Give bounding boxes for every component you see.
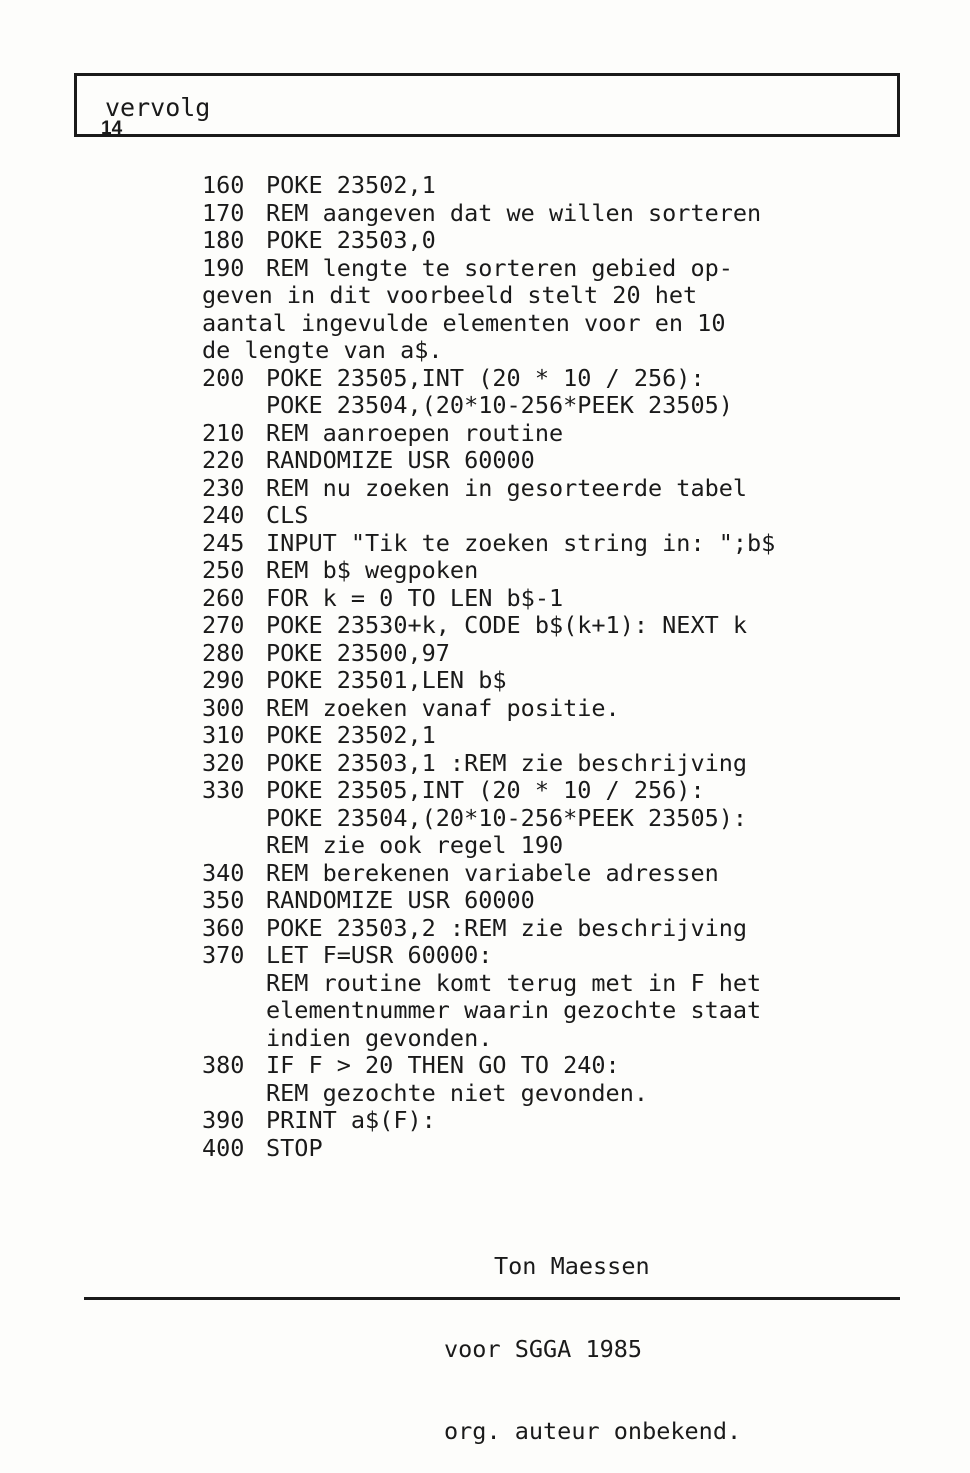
listing-line bbox=[202, 475, 892, 503]
listing-text: POKE 23500,97 bbox=[266, 638, 450, 667]
listing-line bbox=[202, 832, 892, 860]
listing-text: POKE 23505,INT (20 * 10 / 256): bbox=[266, 363, 705, 392]
listing-line bbox=[202, 282, 892, 310]
listing-line bbox=[202, 667, 892, 695]
listing-text: POKE 23503,2 :REM zie beschrijving bbox=[266, 913, 748, 942]
listing-text: LET F=USR 60000: bbox=[266, 941, 493, 969]
listing-line bbox=[202, 337, 892, 365]
listing-text: REM b$ wegpoken bbox=[266, 556, 479, 584]
line-number: 170 bbox=[202, 198, 245, 227]
line-number: 310 bbox=[202, 721, 245, 749]
line-number: 330 bbox=[202, 776, 245, 804]
listing-line bbox=[202, 805, 892, 833]
listing-text: POKE 23505,INT (20 * 10 / 256): bbox=[266, 776, 705, 804]
listing-text: REM berekenen variabele adressen bbox=[266, 858, 719, 887]
listing-line bbox=[202, 585, 892, 613]
listing-text: POKE 23502,1 bbox=[266, 171, 436, 199]
original-author-note: org. auteur onbekend. bbox=[444, 1417, 742, 1445]
listing-line bbox=[202, 695, 892, 723]
listing-text: POKE 23503,1 :REM zie beschrijving bbox=[266, 748, 748, 777]
listing-line bbox=[202, 310, 892, 338]
page-number: 14 bbox=[101, 118, 123, 139]
line-number: 400 bbox=[202, 1133, 245, 1162]
listing-text: REM zoeken vanaf positie. bbox=[266, 693, 620, 722]
listing-line bbox=[202, 942, 892, 970]
listing-line bbox=[202, 420, 892, 448]
listing-line bbox=[202, 997, 892, 1025]
listing-text: aantal ingevulde elementen voor en 10 bbox=[202, 308, 726, 337]
listing-text: REM aangeven dat we willen sorteren bbox=[266, 198, 762, 227]
line-number: 220 bbox=[202, 446, 245, 474]
listing-line bbox=[202, 1052, 892, 1080]
listing-line bbox=[202, 530, 892, 558]
line-number: 160 bbox=[202, 171, 245, 199]
listing-line bbox=[202, 447, 892, 475]
listing-text: CLS bbox=[266, 501, 309, 529]
author-affiliation: voor SGGA 1985 bbox=[444, 1334, 643, 1363]
listing-text: REM routine komt terug met in F het bbox=[266, 968, 762, 997]
listing-line bbox=[202, 640, 892, 668]
listing-text: POKE 23502,1 bbox=[266, 721, 436, 749]
line-number: 290 bbox=[202, 666, 245, 694]
listing-text: de lengte van a$. bbox=[202, 336, 443, 364]
listing-line bbox=[202, 557, 892, 585]
listing-line bbox=[202, 1025, 892, 1053]
listing-line bbox=[202, 777, 892, 805]
line-number: 200 bbox=[202, 363, 245, 392]
listing-line bbox=[202, 1135, 892, 1163]
header-box bbox=[74, 73, 900, 137]
listing-text: POKE 23504,(20*10-256*PEEK 23505): bbox=[266, 803, 748, 832]
line-number: 180 bbox=[202, 226, 245, 254]
signature bbox=[430, 1198, 800, 1473]
line-number: 245 bbox=[202, 528, 245, 557]
listing-text: POKE 23530+k, CODE b$(k+1): NEXT k bbox=[266, 611, 748, 639]
line-number: 260 bbox=[202, 583, 245, 612]
listing-text: RANDOMIZE USR 60000 bbox=[266, 446, 535, 474]
line-number: 370 bbox=[202, 941, 245, 969]
line-number: 320 bbox=[202, 748, 245, 777]
listing-text: FOR k = 0 TO LEN b$-1 bbox=[266, 583, 564, 612]
line-number: 380 bbox=[202, 1051, 245, 1079]
listing-text: REM lengte te sorteren gebied op- bbox=[266, 253, 733, 282]
listing-line bbox=[202, 612, 892, 640]
listing-text: indien gevonden. bbox=[266, 1023, 493, 1052]
line-number: 250 bbox=[202, 556, 245, 584]
listing-text: POKE 23501,LEN b$ bbox=[266, 666, 507, 694]
line-number: 270 bbox=[202, 611, 245, 639]
page-title: vervolg bbox=[105, 93, 211, 122]
listing-text: IF F > 20 THEN GO TO 240: bbox=[266, 1051, 620, 1079]
listing-text: STOP bbox=[266, 1133, 323, 1162]
line-number: 390 bbox=[202, 1106, 245, 1134]
listing-text: REM nu zoeken in gesorteerde tabel bbox=[266, 473, 748, 502]
listing-text: POKE 23504,(20*10-256*PEEK 23505) bbox=[266, 391, 733, 419]
basic-listing bbox=[202, 172, 892, 1162]
listing-line bbox=[202, 502, 892, 530]
listing-line bbox=[202, 860, 892, 888]
listing-line bbox=[202, 750, 892, 778]
line-number: 280 bbox=[202, 638, 245, 667]
line-number: 240 bbox=[202, 501, 245, 529]
listing-line bbox=[202, 887, 892, 915]
listing-text: REM zie ook regel 190 bbox=[266, 831, 564, 859]
listing-text: REM gezochte niet gevonden. bbox=[266, 1078, 649, 1107]
listing-line bbox=[202, 255, 892, 283]
listing-line bbox=[202, 1107, 892, 1135]
line-number: 210 bbox=[202, 418, 245, 447]
listing-text: INPUT "Tik te zoeken string in: ";b$ bbox=[266, 528, 776, 557]
line-number: 350 bbox=[202, 886, 245, 914]
listing-line bbox=[202, 172, 892, 200]
line-number: 300 bbox=[202, 693, 245, 722]
listing-line bbox=[202, 200, 892, 228]
line-number: 360 bbox=[202, 913, 245, 942]
listing-line bbox=[202, 365, 892, 393]
footer-rule bbox=[84, 1297, 900, 1300]
listing-line bbox=[202, 227, 892, 255]
listing-line bbox=[202, 1080, 892, 1108]
author-name: Ton Maessen bbox=[494, 1252, 650, 1280]
line-number: 230 bbox=[202, 473, 245, 502]
listing-text: PRINT a$(F): bbox=[266, 1106, 436, 1134]
listing-text: REM aanroepen routine bbox=[266, 418, 564, 447]
listing-line bbox=[202, 915, 892, 943]
line-number: 340 bbox=[202, 858, 245, 887]
listing-text: geven in dit voorbeeld stelt 20 het bbox=[202, 281, 698, 309]
listing-line bbox=[202, 722, 892, 750]
listing-text: elementnummer waarin gezochte staat bbox=[266, 996, 762, 1024]
line-number: 190 bbox=[202, 253, 245, 282]
listing-line bbox=[202, 970, 892, 998]
listing-text: RANDOMIZE USR 60000 bbox=[266, 886, 535, 914]
listing-line bbox=[202, 392, 892, 420]
listing-text: POKE 23503,0 bbox=[266, 226, 436, 254]
